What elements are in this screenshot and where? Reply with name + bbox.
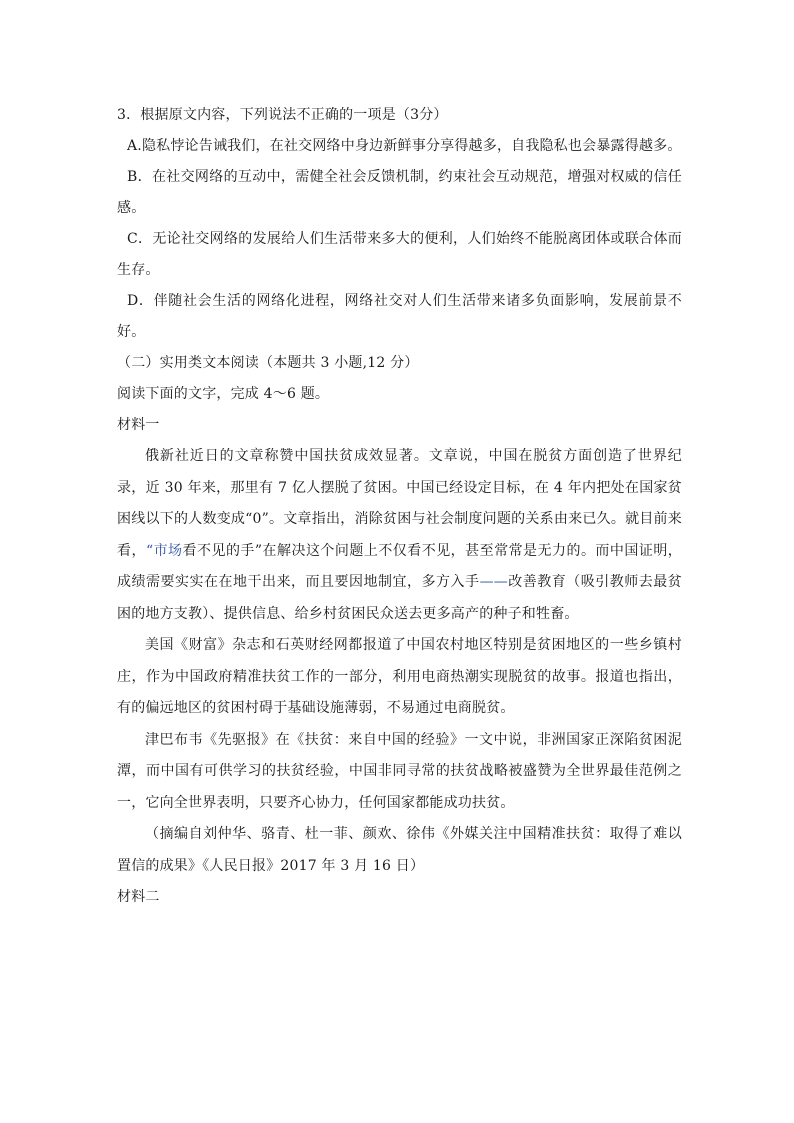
question-3-option-d: D．伴随社会生活的网络化进程，网络社交对人们生活带来诸多负面影响，发展前景不好。 (117, 293, 682, 340)
material-1-title: 材料一 (117, 417, 160, 433)
material-1-paragraph-1 (117, 441, 682, 630)
paragraph-1-dash: —— (479, 574, 508, 590)
paragraph-1-part-1: 俄新社近日的文章称赞中国扶贫成效显著。文章说，中国在脱贫方面创造了世界纪录，近 30 年来，那里有 7 亿人摆脱了贫困。中国已经设定目标，在 4 年内把处在国家贫困线以下的人数变成“0”。文章指出，消除贫困与社会制度问题的关系由来已久。就目前来看， (117, 448, 682, 559)
question-3-option-b: B．在社交网络的互动中，需健全社会反馈机制，约束社会互动规范，增强对权威的信任感。 (117, 169, 682, 216)
section-2-heading: （二）实用类文本阅读（本题共 3 小题,12 分） (117, 355, 419, 371)
paragraph-1-blue-quote: “市场 (145, 542, 183, 559)
section-2-instruction: 阅读下面的文字，完成 4～6 题。 (117, 386, 330, 402)
material-1-paragraph-3: 津巴布韦《先驱报》在《扶贫：来自中国的经验》一文中说，非洲国家正深陷贫困泥潭，而中国有可供学习的扶贫经验，中国非同寻常的扶贫战略被盛赞为全世界最佳范例之一，它向全世界表明，只要齐心协力，任何国家都能成功扶贫。 (117, 731, 682, 811)
material-1-paragraph-2: 美国《财富》杂志和石英财经网都报道了中国农村地区特别是贫困地区的一些乡镇村庄，作为中国政府精准扶贫工作的一部分，利用电商热潮实现脱贫的故事。报道也指出，有的偏远地区的贫困村碍于基础设施薄弱，不易通过电商脱贫。 (117, 637, 682, 716)
material-1-source: （摘编自刘仲华、骆青、杜一菲、颜欢、徐伟《外媒关注中国精准扶贫：取得了难以置信的成果》《人民日报》2017 年 3 月 16 日） (117, 826, 682, 874)
paragraph-1-part-3: 改善教育（吸引教师去最贫困的地方支教）、提供信息、给乡村贫困民众送去更多高产的种子和牲畜。 (117, 574, 682, 622)
question-3-stem: 3．根据原文内容，下列说法不正确的一项是（3分） (117, 107, 448, 123)
question-3-option-a: A.隐私悖论告诫我们，在社交网络中身边新鲜事分享得越多，自我隐私也会暴露得越多。 (127, 138, 682, 154)
exam-content (117, 100, 682, 913)
question-3-option-c: C．无论社交网络的发展给人们生活带来多大的便利，人们始终不能脱离团体或联合体而生存。 (117, 231, 682, 278)
paragraph-1-part-2: 看不见的手”在解决这个问题上不仅看不见，甚至常常是无力的。而中国证明，成绩需要实实在在地干出来，而且要因地制宜，多方入手 (117, 542, 682, 590)
material-2-title: 材料二 (117, 889, 160, 905)
